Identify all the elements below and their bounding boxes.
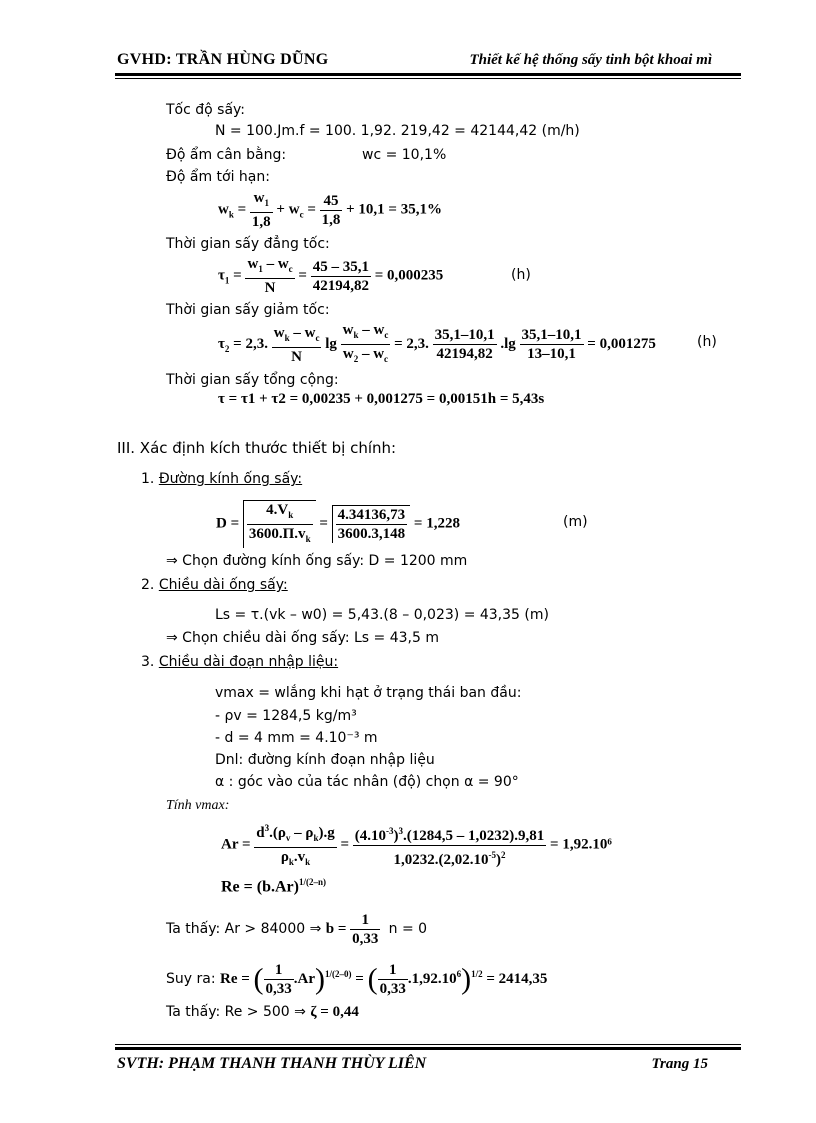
s2-heading: 2. Chiều dài ống sấy: xyxy=(141,577,288,593)
s1-unit: (m) xyxy=(563,514,588,530)
s1-formula: D = $\frac{4.V_k}{3600.\Pi.v_k}$ = $\frac{4.34136,73}{3600.3,148}$ = 1,228 xyxy=(216,500,460,548)
t1-unit: (h) xyxy=(511,267,531,283)
ar-result: = 1,92.10⁶ xyxy=(550,836,612,853)
re-equation: Re = ( $\frac{1}{0,33}$ .Ar)$^{1/(2-0)}$ = ( $\frac{1}{0,33}$ .1,92.10$^6$)$^{1/2}$ = 2414,35 xyxy=(220,962,548,997)
s1-choice: ⇒ Chọn đường kính ống sấy: D = 1200 mm xyxy=(166,553,468,569)
footer-rule-thin xyxy=(115,1044,741,1045)
t1-formula: $\tau_1$ = $\frac{w_1 - w_c}{N}$ = $\frac{45 - 35,1}{42194,82}$ = 0,000235 xyxy=(218,256,444,296)
eqm-label: Độ ẩm cân bằng: xyxy=(166,147,287,163)
s2-choice: ⇒ Chọn chiều dài ống sấy: Ls = 43,5 m xyxy=(166,630,439,646)
n-value: n = 0 xyxy=(388,920,428,937)
s2-equation: Ls = τ.(vk – w0) = 5,43.(8 – 0,023) = 43,35 (m) xyxy=(215,607,549,623)
s3-line-2: - ρv = 1284,5 kg/m³ xyxy=(215,708,357,724)
s2-title: Chiều dài ống sấy: xyxy=(158,577,288,593)
header-author: GVHD: TRẦN HÙNG DŨNG xyxy=(117,51,329,68)
zeta-value: ζ = 0,44 xyxy=(310,1004,359,1020)
s3-line-1: vmax = wlắng khi hạt ở trạng thái ban đầu: xyxy=(215,685,522,701)
s3-title: Chiều dài đoạn nhập liệu: xyxy=(158,654,339,670)
crit-moisture-formula: $w_k$ = $\frac{w_1}{1,8}$ + $w_c$ = $\frac{45}{1,8}$ + 10,1 = 35,1% xyxy=(218,190,442,230)
t1-label: Thời gian sấy đẳng tốc: xyxy=(166,236,330,252)
b-value: b = $\frac{1}{0,33}$ xyxy=(325,912,379,947)
t2-result: = 0,001275 xyxy=(587,335,656,352)
crit-moisture-label: Độ ẩm tới hạn: xyxy=(166,169,270,185)
footer-student: SVTH: PHẠM THANH THANH THÙY LIÊN xyxy=(117,1055,427,1072)
footer-rule-thick xyxy=(115,1047,741,1050)
ta-thay-2: Ta thấy: Re > 500 ⇒ xyxy=(166,1004,306,1020)
ta-thay-1: Ta thấy: Ar > 84000 ⇒ xyxy=(166,920,322,937)
eqm-value: wc = 10,1% xyxy=(362,147,447,163)
s1-title: Đường kính ống sấy: xyxy=(158,471,303,487)
page-number: Trang 15 xyxy=(651,1056,708,1072)
section-heading: III. Xác định kích thước thiết bị chính: xyxy=(117,439,397,457)
total-time-label: Thời gian sấy tổng cộng: xyxy=(166,372,339,388)
speed-label: Tốc độ sấy: xyxy=(166,102,246,118)
s1-result: = 1,228 xyxy=(413,515,460,532)
s1-heading: 1. Đường kính ống sấy: xyxy=(141,471,303,487)
s3-heading: 3. Chiều dài đoạn nhập liệu: xyxy=(141,654,339,670)
re-result: = 2414,35 xyxy=(486,970,548,987)
s3-line-3: - d = 4 mm = 4.10⁻³ m xyxy=(215,730,378,746)
t2-label: Thời gian sấy giảm tốc: xyxy=(166,302,330,318)
s3-line-5: α : góc vào của tác nhân (độ) chọn α = 90° xyxy=(215,774,519,790)
zeta-line xyxy=(166,1003,359,1021)
header-rule-thick xyxy=(115,73,741,76)
s3-line-4: Dnl: đường kính đoạn nhập liệu xyxy=(215,752,435,768)
t1-result: = 0,000235 xyxy=(374,267,444,284)
speed-equation: N = 100.Jm.f = 100. 1,92. 219,42 = 42144,42 (m/h) xyxy=(215,123,580,139)
header-title: Thiết kế hệ thống sấy tinh bột khoai mì xyxy=(469,52,712,68)
t2-formula: $\tau_2 = 2,3$. $\frac{w_k - w_c}{N}$ lg $\frac{w_k - w_c}{w_2 - w_c}$ = 2,3. $\frac{35,1-10,1}{42194,82}$ .lg $\frac{35,1-10,1}{13-10,1}$ = 0,001275 xyxy=(218,322,656,365)
total-time-equation: τ = τ1 + τ2 = 0,00235 + 0,001275 = 0,00151h = 5,43s xyxy=(218,391,545,407)
t2-unit: (h) xyxy=(697,334,717,350)
vmax-label: Tính vmax: xyxy=(166,798,230,813)
header-rule-thin xyxy=(115,78,741,79)
ar-formula: Ar = $\frac{d^3.(\rho_v - \rho_k).g}{\rho_k.v_k}$ = $\frac{(4.10^{-3})^3.(1284,5 - 1,0232).9,81}{1,0232.(2,02.10^{-5})^2}$ = 1,92.10⁶ xyxy=(221,819,612,871)
b-condition xyxy=(166,911,427,948)
suy-ra-label: Suy ra: xyxy=(166,970,216,987)
re-formula: $Re = (b.Ar)^{1/(2-n)}$ xyxy=(221,877,326,896)
re-calc xyxy=(166,961,547,998)
